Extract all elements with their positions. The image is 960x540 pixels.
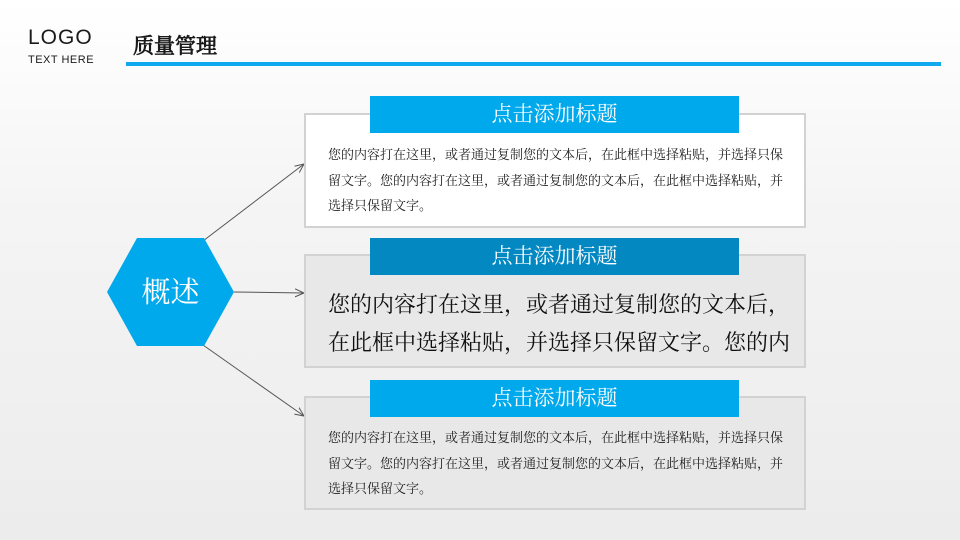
arrow-to-item-2 [234,292,304,293]
content-text-2: 您的内容打在这里，或者通过复制您的文本后，在此框中选择粘贴，并选择只保留文字。您的内 [328,293,791,356]
logo: LOGO [28,26,93,49]
arrow-to-item-3 [203,345,304,416]
arrow-to-item-1 [203,164,304,241]
overview-label: 概述 [141,275,200,309]
item-3-title[interactable]: 点击添加标题 [370,380,739,417]
content-text-1: 您的内容打在这里，或者通过复制您的文本后，在此框中选择粘贴，并选择只保留文字。您的内容打在这里，或者通过复制您的文本后，在此框中选择粘贴，并选择只保留文字。 [328,148,784,214]
page-title: 质量管理 [133,34,217,58]
content-text-3: 您的内容打在这里，或者通过复制您的文本后，在此框中选择粘贴，并选择只保留文字。您的内容打在这里，或者通过复制您的文本后，在此框中选择粘贴，并选择只保留文字。 [328,431,784,497]
overview-hexagon[interactable] [107,238,234,346]
item-1-title[interactable]: 点击添加标题 [370,96,739,133]
item-2-title[interactable]: 点击添加标题 [370,238,739,275]
logo-subtitle: TEXT HERE [28,54,95,66]
